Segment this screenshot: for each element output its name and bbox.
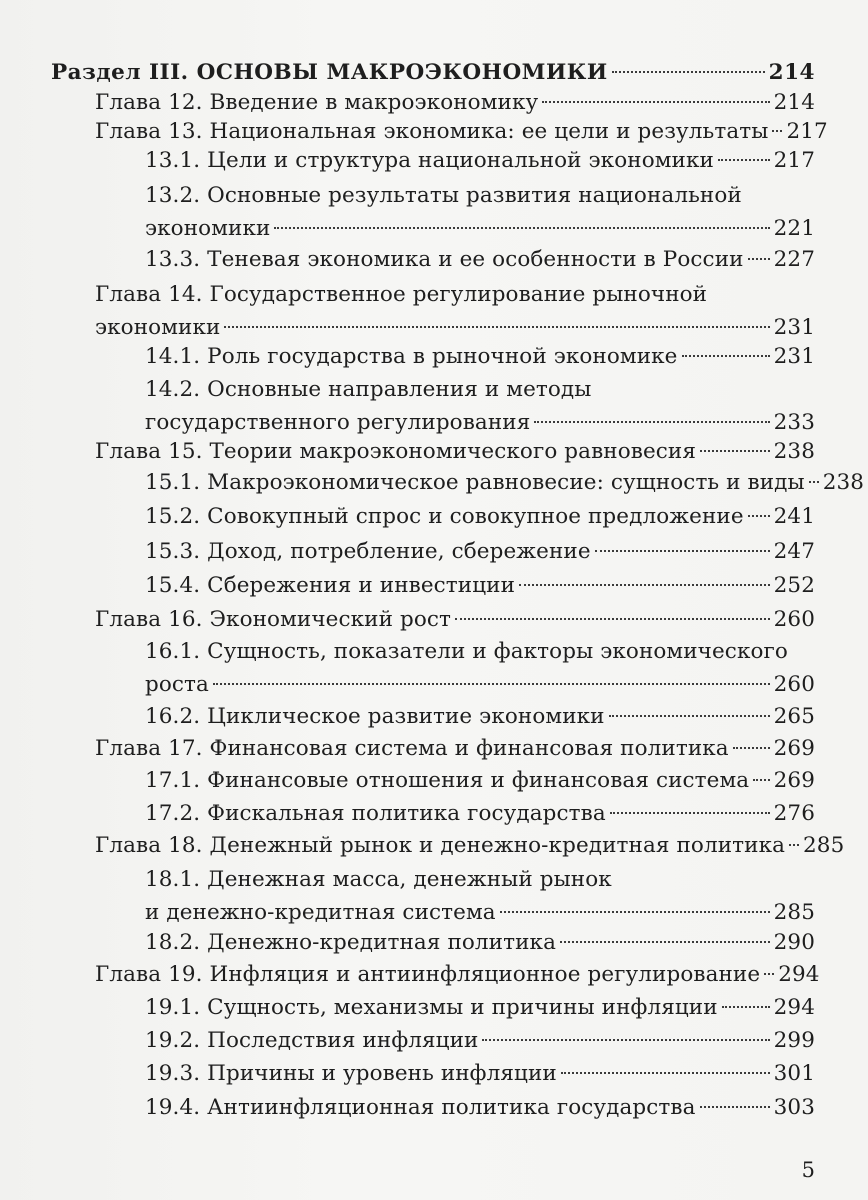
leader-dots: [748, 258, 770, 260]
page-number: 5: [801, 1158, 815, 1182]
leader-dots: [224, 326, 769, 328]
toc-page: 294: [778, 962, 820, 987]
leader-dots: [789, 844, 799, 846]
toc-title: Глава 13. Национальная экономика: ее цели и результаты: [95, 119, 769, 144]
leader-dots: [700, 450, 770, 452]
leader-dots: [482, 1039, 769, 1041]
toc-chapter-15: [95, 435, 815, 468]
toc-title: 17.2. Фискальная политика государства: [145, 801, 606, 826]
toc-title: 19.2. Последствия инфляции: [145, 1028, 479, 1053]
toc-title: 19.3. Причины и уровень инфляции: [145, 1061, 557, 1086]
toc-title: Глава 12. Введение в макроэкономику: [95, 90, 539, 115]
leader-dots: [455, 618, 770, 620]
leader-dots: [733, 747, 770, 749]
leader-dots: [700, 1106, 770, 1108]
toc-page: 217: [786, 119, 828, 144]
toc-title: 19.1. Сущность, механизмы и причины инфляции: [145, 995, 718, 1020]
toc-sub-17-2: [145, 797, 815, 830]
toc-title: государственного регулирования: [145, 410, 531, 435]
toc-title: 15.4. Сбережения и инвестиции: [145, 573, 516, 598]
toc-title: экономики: [145, 216, 271, 241]
toc-sub-17-1: [145, 764, 815, 797]
leader-dots: [500, 911, 770, 913]
toc-page: 301: [773, 1061, 815, 1086]
leader-dots: [560, 941, 770, 943]
leader-dots: [534, 421, 769, 423]
toc-title-line1: 14.2. Основные направления и методы: [145, 377, 592, 402]
toc-page: 269: [773, 768, 815, 793]
toc-page: 238: [773, 439, 815, 464]
toc-sub-15-1: [145, 466, 865, 499]
toc-page: 299: [773, 1028, 815, 1053]
toc-page: 290: [773, 930, 815, 955]
leader-dots: [748, 515, 770, 517]
leader-dots: [213, 683, 770, 685]
toc-sub-18-2: [145, 926, 815, 959]
toc-page: 233: [773, 410, 815, 435]
toc-sub-13-1: [145, 144, 815, 177]
toc-title: 13.1. Цели и структура национальной экономики: [145, 148, 714, 173]
leader-dots: [595, 550, 770, 552]
toc-sub-13-2: [145, 179, 815, 245]
toc-title: Глава 16. Экономический рост: [95, 607, 452, 632]
toc-sub-16-1: [145, 635, 815, 701]
leader-dots: [764, 973, 774, 975]
toc-page: 260: [773, 607, 815, 632]
toc-title: 19.4. Антиинфляционная политика государства: [145, 1095, 696, 1120]
toc-sub-19-3: [145, 1057, 815, 1090]
toc-page: 252: [773, 573, 815, 598]
leader-dots: [753, 779, 769, 781]
toc-title: 13.3. Теневая экономика и ее особенности в России: [145, 247, 744, 272]
toc-page: 214: [773, 90, 815, 115]
toc-page: 217: [773, 148, 815, 173]
toc-title: 16.2. Циклическое развитие экономики: [145, 704, 605, 729]
leader-dots: [610, 812, 770, 814]
toc-title: 14.1. Роль государства в рыночной экономике: [145, 344, 678, 369]
toc-page: 276: [773, 801, 815, 826]
toc-page: 247: [773, 539, 815, 564]
toc-title-line1: Глава 14. Государственное регулирование рыночной: [95, 282, 708, 307]
toc-chapter-16: [95, 603, 815, 636]
toc-page: 231: [773, 315, 815, 340]
toc-page: 285: [803, 833, 845, 858]
toc-title: 18.2. Денежно-кредитная политика: [145, 930, 556, 955]
toc-title: и денежно-кредитная система: [145, 900, 496, 925]
toc-sub-14-1: [145, 340, 815, 373]
toc-chapter-17: [95, 732, 815, 765]
leader-dots: [519, 584, 770, 586]
toc-chapter-19: [95, 958, 820, 991]
toc-sub-18-1: [145, 863, 815, 929]
toc-title: Глава 19. Инфляция и антиинфляционное регулирование: [95, 962, 761, 987]
toc-chapter-14: [95, 278, 815, 344]
toc-title: 15.1. Макроэкономическое равновесие: сущность и виды: [145, 470, 805, 495]
toc-page: 269: [773, 736, 815, 761]
leader-dots: [561, 1072, 770, 1074]
toc-page: 285: [773, 900, 815, 925]
toc-sub-15-2: [145, 500, 815, 533]
leader-dots: [542, 101, 769, 103]
toc-page: 221: [773, 216, 815, 241]
toc-page: 303: [773, 1095, 815, 1120]
toc-sub-15-4: [145, 569, 815, 602]
toc-page: 294: [773, 995, 815, 1020]
toc-sub-15-3: [145, 535, 815, 568]
leader-dots: [612, 71, 765, 73]
toc-title: 15.3. Доход, потребление, сбережение: [145, 539, 591, 564]
toc-title-line1: 16.1. Сущность, показатели и факторы экономического: [145, 639, 788, 664]
toc-title: 15.2. Совокупный спрос и совокупное предложение: [145, 504, 744, 529]
leader-dots: [718, 159, 770, 161]
leader-dots: [722, 1006, 770, 1008]
toc-title: Глава 15. Теории макроэкономического равновесия: [95, 439, 697, 464]
toc-page: 241: [773, 504, 815, 529]
leader-dots: [609, 715, 770, 717]
toc-sub-19-4: [145, 1091, 815, 1124]
toc-page: 260: [773, 672, 815, 697]
toc-page: 231: [773, 344, 815, 369]
toc-title: 17.1. Финансовые отношения и финансовая система: [145, 768, 750, 793]
toc-sub-19-2: [145, 1024, 815, 1057]
toc-title: Раздел III. ОСНОВЫ МАКРОЭКОНОМИКИ: [51, 60, 608, 85]
toc-title-line1: 13.2. Основные результаты развития национальной: [145, 183, 742, 208]
leader-dots: [274, 227, 769, 229]
toc-page: 227: [773, 247, 815, 272]
leader-dots: [772, 130, 782, 132]
toc-page: 214: [768, 60, 815, 85]
toc-sub-14-2: [145, 373, 815, 439]
toc-page: 265: [773, 704, 815, 729]
leader-dots: [809, 481, 819, 483]
toc-sub-19-1: [145, 991, 815, 1024]
toc-sub-16-2: [145, 700, 815, 733]
toc-page: 238: [822, 470, 865, 495]
toc-sub-13-3: [145, 243, 815, 276]
toc-title: Глава 17. Финансовая система и финансовая политика: [95, 736, 729, 761]
toc-chapter-18: [95, 829, 845, 862]
toc-title: роста: [145, 672, 209, 697]
toc-title: Глава 18. Денежный рынок и денежно-кредитная политика: [95, 833, 786, 858]
toc-section-3: [51, 56, 815, 89]
toc-title-line1: 18.1. Денежная масса, денежный рынок: [145, 867, 612, 892]
leader-dots: [682, 355, 770, 357]
toc-title: экономики: [95, 315, 221, 340]
